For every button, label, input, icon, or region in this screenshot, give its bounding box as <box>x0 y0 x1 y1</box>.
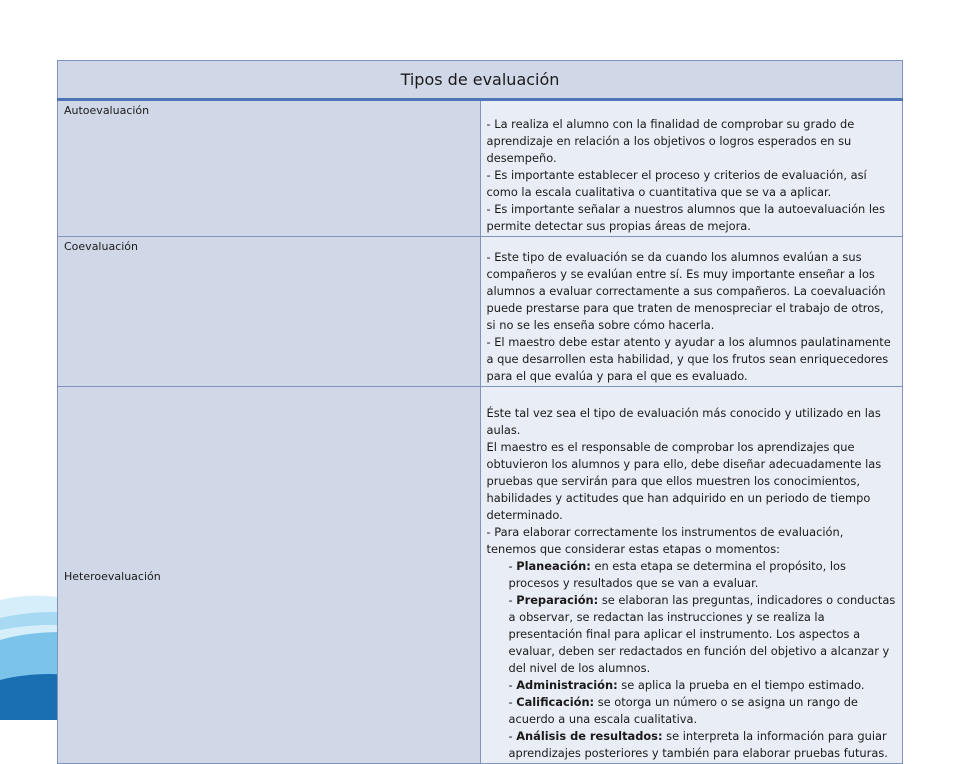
stage-analisis-resultados <box>487 728 897 762</box>
term-autoevaluacion: Autoevaluación <box>58 100 481 237</box>
table-header-row <box>58 61 903 100</box>
stage-text: en esta etapa se determina el propósito, los procesos y resultados que se van a evaluar. <box>508 559 846 590</box>
text-line: - Es importante señalar a nuestros alumnos que la autoevaluación les permite detectar sus propias áreas de mejora. <box>486 202 885 233</box>
description-autoevaluacion <box>480 100 903 237</box>
text-line: El maestro es el responsable de comprobar los aprendizajes que obtuvieron los alumnos y para ello, debe diseñar adecuadamente las pruebas que servirán para que ellos muestren los conocimientos, habilidades y actitudes que han adquirido en un periodo de tiempo determinado. <box>486 440 882 522</box>
stage-name: Preparación: <box>516 593 599 607</box>
term-heteroevaluacion: Heteroevaluación <box>58 387 481 764</box>
evaluation-types-table <box>57 60 903 764</box>
stage-planeacion <box>487 558 897 592</box>
text-line: Éste tal vez sea el tipo de evaluación más conocido y utilizado en las aulas. <box>486 406 881 437</box>
table-row <box>58 387 903 764</box>
stage-text: se aplica la prueba en el tiempo estimado. <box>617 678 865 692</box>
table-row <box>58 237 903 387</box>
stage-preparacion <box>487 592 897 677</box>
stage-calificacion <box>487 694 897 728</box>
stage-name: Planeación: <box>516 559 591 573</box>
stage-name: Calificación: <box>516 695 595 709</box>
stage-prefix: - <box>508 729 517 743</box>
description-heteroevaluacion <box>480 387 903 764</box>
stage-text: se elaboran las preguntas, indicadores o conductas a observar, se redactan las instrucciones y se realiza la presentación final para aplicar el instrumento. Los aspectos a evaluar, deben ser redactados en función del objetivo a alcanzar y del nivel de los alumnos. <box>508 593 896 675</box>
table-title: Tipos de evaluación <box>58 61 903 100</box>
text-line: - Este tipo de evaluación se da cuando los alumnos evalúan a sus compañeros y se evalúan entre sí. Es muy importante enseñar a los alumnos a evaluar correctamente a sus compañeros. La coevaluación puede prestarse para que traten de menospreciar el trabajo de otros, si no se les enseña sobre cómo hacerla. <box>486 250 886 332</box>
text-line: - Es importante establecer el proceso y criterios de evaluación, así como la escala cualitativa o cuantitativa que se va a aplicar. <box>486 168 867 199</box>
stage-prefix: - <box>508 593 517 607</box>
text-line: - El maestro debe estar atento y ayudar a los alumnos paulatinamente a que desarrollen esta habilidad, y que los frutos sean enriquecedores para el que evalúa y para el que es evaluado. <box>486 335 891 383</box>
term-coevaluacion: Coevaluación <box>58 237 481 387</box>
description-coevaluacion <box>480 237 903 387</box>
stage-prefix: - <box>508 559 517 573</box>
stage-prefix: - <box>508 695 517 709</box>
text-line: - Para elaborar correctamente los instrumentos de evaluación, tenemos que considerar estas etapas o momentos: <box>486 525 844 556</box>
stage-name: Análisis de resultados: <box>516 729 663 743</box>
stage-text: se otorga un número o se asigna un rango de acuerdo a una escala cualitativa. <box>508 695 858 726</box>
stage-administracion <box>487 677 897 694</box>
stage-prefix: - <box>508 678 517 692</box>
table-row <box>58 100 903 237</box>
text-line: - La realiza el alumno con la finalidad de comprobar su grado de aprendizaje en relación a los objetivos o logros esperados en su desempeño. <box>486 117 855 165</box>
stage-text: se interpreta la información para guiar aprendizajes posteriores y también para elaborar pruebas futuras. <box>508 729 888 760</box>
stage-name: Administración: <box>516 678 618 692</box>
